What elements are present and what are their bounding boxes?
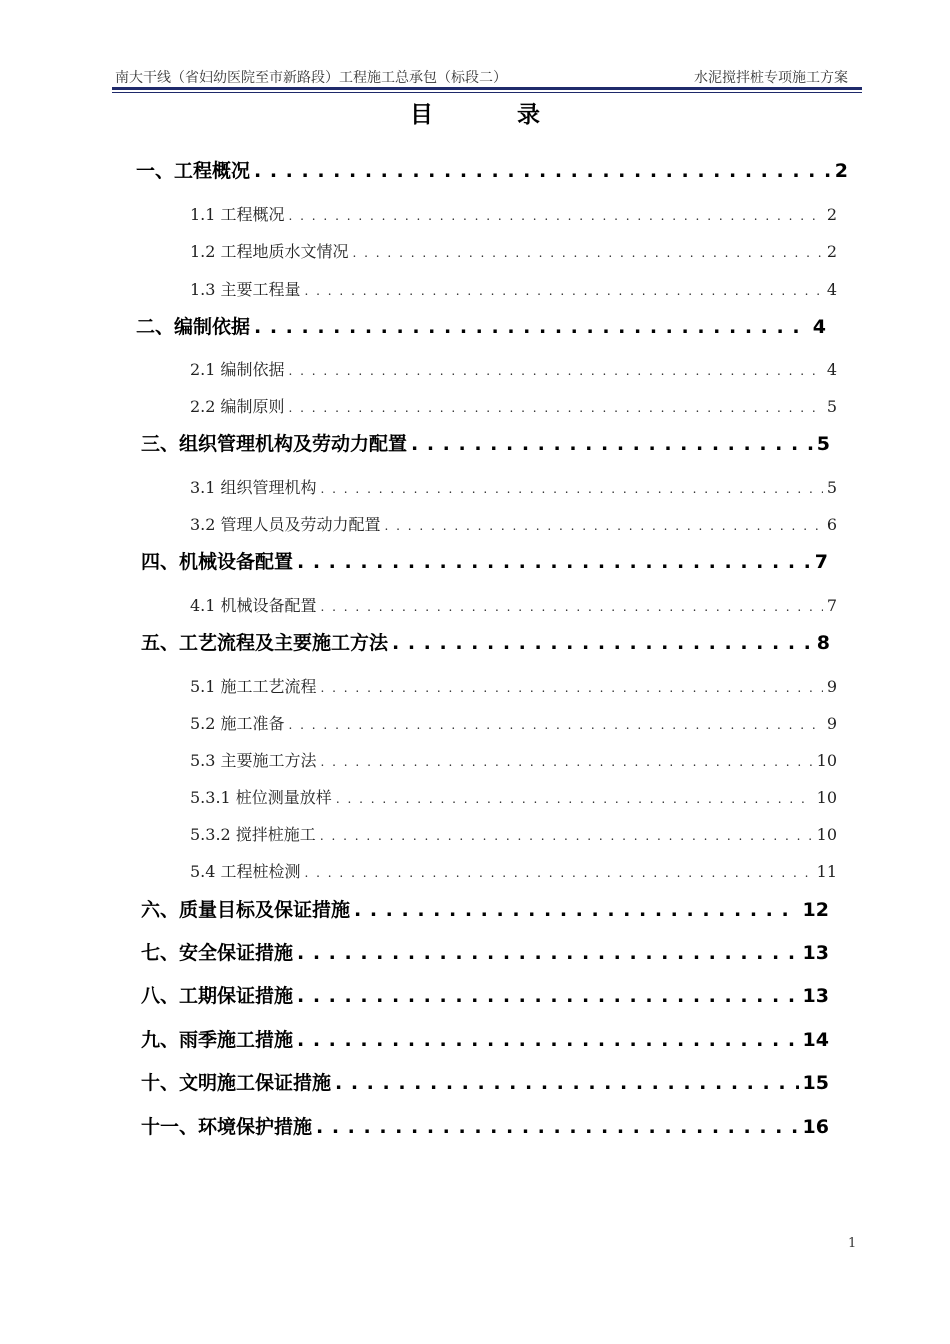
page-number: 1	[848, 1236, 857, 1251]
toc-entry-page: 7	[826, 596, 837, 615]
toc-entry[interactable]	[136, 156, 848, 186]
toc-dot-leader	[297, 547, 811, 577]
toc-entry[interactable]	[190, 200, 837, 230]
toc-entry-label: 1.1 工程概况	[190, 205, 285, 224]
toc-entry-page: 5	[816, 433, 830, 455]
header-rule-thin	[112, 92, 862, 93]
toc-dot-leader	[321, 591, 823, 622]
toc-dot-leader	[305, 275, 823, 306]
toc-entry-label: 1.2 工程地质水文情况	[190, 242, 349, 261]
toc-entry[interactable]	[136, 312, 826, 342]
toc-entry-page: 5	[826, 478, 837, 497]
toc-entry-label: 4.1 机械设备配置	[190, 596, 317, 615]
toc-entry-label: 5.4 工程桩检测	[190, 862, 301, 881]
toc-entry[interactable]	[190, 746, 837, 776]
toc-entry-label: 二、编制依据	[136, 316, 251, 338]
toc-entry-page: 16	[802, 1116, 829, 1138]
toc-entry-label: 5.1 施工工艺流程	[190, 677, 317, 696]
toc-entry[interactable]	[141, 628, 830, 658]
toc-entry-page: 6	[826, 515, 837, 534]
toc-entry-label: 十、文明施工保证措施	[141, 1072, 332, 1094]
toc-entry-label: 六、质量目标及保证措施	[141, 899, 351, 921]
toc-entry-page: 9	[826, 714, 837, 733]
toc-entry-label: 1.3 主要工程量	[190, 280, 301, 299]
toc-entry[interactable]	[141, 1068, 829, 1098]
toc-entry[interactable]	[141, 981, 829, 1011]
toc-dot-leader	[411, 429, 813, 459]
toc-entry-label: 5.3 主要施工方法	[190, 751, 317, 770]
toc-dot-leader	[297, 981, 799, 1011]
toc-entry-label: 3.1 组织管理机构	[190, 478, 317, 497]
toc-entry[interactable]	[190, 672, 837, 702]
toc-entry[interactable]	[190, 355, 837, 385]
toc-dot-leader	[335, 1068, 799, 1098]
toc-entry-page: 13	[802, 942, 829, 964]
toc-dot-leader	[254, 312, 809, 342]
toc-dot-leader	[254, 156, 831, 186]
toc-entry[interactable]	[141, 938, 829, 968]
toc-dot-leader	[289, 200, 823, 231]
toc-entry-page: 4	[826, 280, 837, 299]
toc-entry[interactable]	[190, 783, 837, 813]
toc-entry-label: 5.3.2 搅拌桩施工	[190, 825, 316, 844]
toc-entry-page: 15	[802, 1072, 829, 1094]
toc-dot-leader	[336, 783, 813, 814]
toc-entry-label: 5.2 施工准备	[190, 714, 285, 733]
toc-dot-leader	[297, 938, 799, 968]
toc-entry-label: 七、安全保证措施	[141, 942, 294, 964]
toc-title: 目 录	[409, 102, 578, 128]
toc-entry-page: 13	[802, 985, 829, 1007]
header-document-title: 水泥搅拌桩专项施工方案	[694, 70, 848, 86]
toc-entry-label: 八、工期保证措施	[141, 985, 294, 1007]
toc-entry-page: 10	[816, 751, 837, 770]
header-rule-thick	[112, 87, 862, 90]
toc-entry-label: 三、组织管理机构及劳动力配置	[141, 433, 408, 455]
running-header	[112, 64, 862, 86]
toc-entry-label: 2.2 编制原则	[190, 397, 285, 416]
toc-dot-leader	[385, 510, 823, 541]
toc-entry[interactable]	[190, 857, 837, 887]
toc-dot-leader	[289, 392, 823, 423]
toc-entry-label: 2.1 编制依据	[190, 360, 285, 379]
toc-dot-leader	[321, 672, 823, 703]
toc-entry-page: 8	[816, 632, 830, 654]
toc-entry-page: 2	[826, 205, 837, 224]
toc-entry[interactable]	[190, 392, 837, 422]
toc-dot-leader	[392, 628, 813, 658]
toc-entry-label: 十一、环境保护措施	[141, 1116, 313, 1138]
toc-entry-page: 10	[816, 825, 837, 844]
toc-entry[interactable]	[141, 1112, 829, 1142]
toc-dot-leader	[305, 857, 813, 888]
toc-entry-label: 五、工艺流程及主要施工方法	[141, 632, 389, 654]
toc-entry[interactable]	[190, 709, 837, 739]
toc-entry[interactable]	[190, 591, 837, 621]
toc-entry[interactable]	[190, 275, 837, 305]
toc-entry[interactable]	[190, 473, 837, 503]
toc-entry-page: 2	[834, 160, 848, 182]
toc-entry-label: 5.3.1 桩位测量放样	[190, 788, 332, 807]
toc-entry-label: 四、机械设备配置	[141, 551, 294, 573]
toc-entry-page: 12	[802, 899, 829, 921]
toc-entry-page: 4	[812, 316, 826, 338]
toc-entry-label: 九、雨季施工措施	[141, 1029, 294, 1051]
toc-entry-page: 5	[826, 397, 837, 416]
toc-entry[interactable]	[190, 237, 837, 267]
toc-entry[interactable]	[141, 429, 830, 459]
toc-entry[interactable]	[190, 820, 837, 850]
toc-entry-page: 2	[826, 242, 837, 261]
toc-entry-label: 3.2 管理人员及劳动力配置	[190, 515, 381, 534]
toc-entry-page: 11	[816, 862, 837, 881]
toc-entry[interactable]	[141, 547, 828, 577]
toc-dot-leader	[320, 820, 813, 851]
toc-entry[interactable]	[141, 1025, 829, 1055]
toc-dot-leader	[321, 473, 823, 504]
toc-dot-leader	[289, 355, 823, 386]
toc-entry[interactable]	[141, 895, 829, 925]
toc-entry-label: 一、工程概况	[136, 160, 251, 182]
toc-entry-page: 4	[826, 360, 837, 379]
toc-entry-page: 7	[814, 551, 828, 573]
toc-entry[interactable]	[190, 510, 837, 540]
toc-dot-leader	[353, 237, 823, 268]
toc-dot-leader	[316, 1112, 799, 1142]
toc-dot-leader	[289, 709, 823, 740]
toc-entry-page: 9	[826, 677, 837, 696]
header-project-title: 南大干线（省妇幼医院至市新路段）工程施工总承包（标段二）	[115, 70, 507, 86]
toc-entry-page: 10	[816, 788, 837, 807]
toc-entry-page: 14	[802, 1029, 829, 1051]
toc-dot-leader	[297, 1025, 799, 1055]
toc-dot-leader	[321, 746, 813, 777]
toc-dot-leader	[354, 895, 799, 925]
